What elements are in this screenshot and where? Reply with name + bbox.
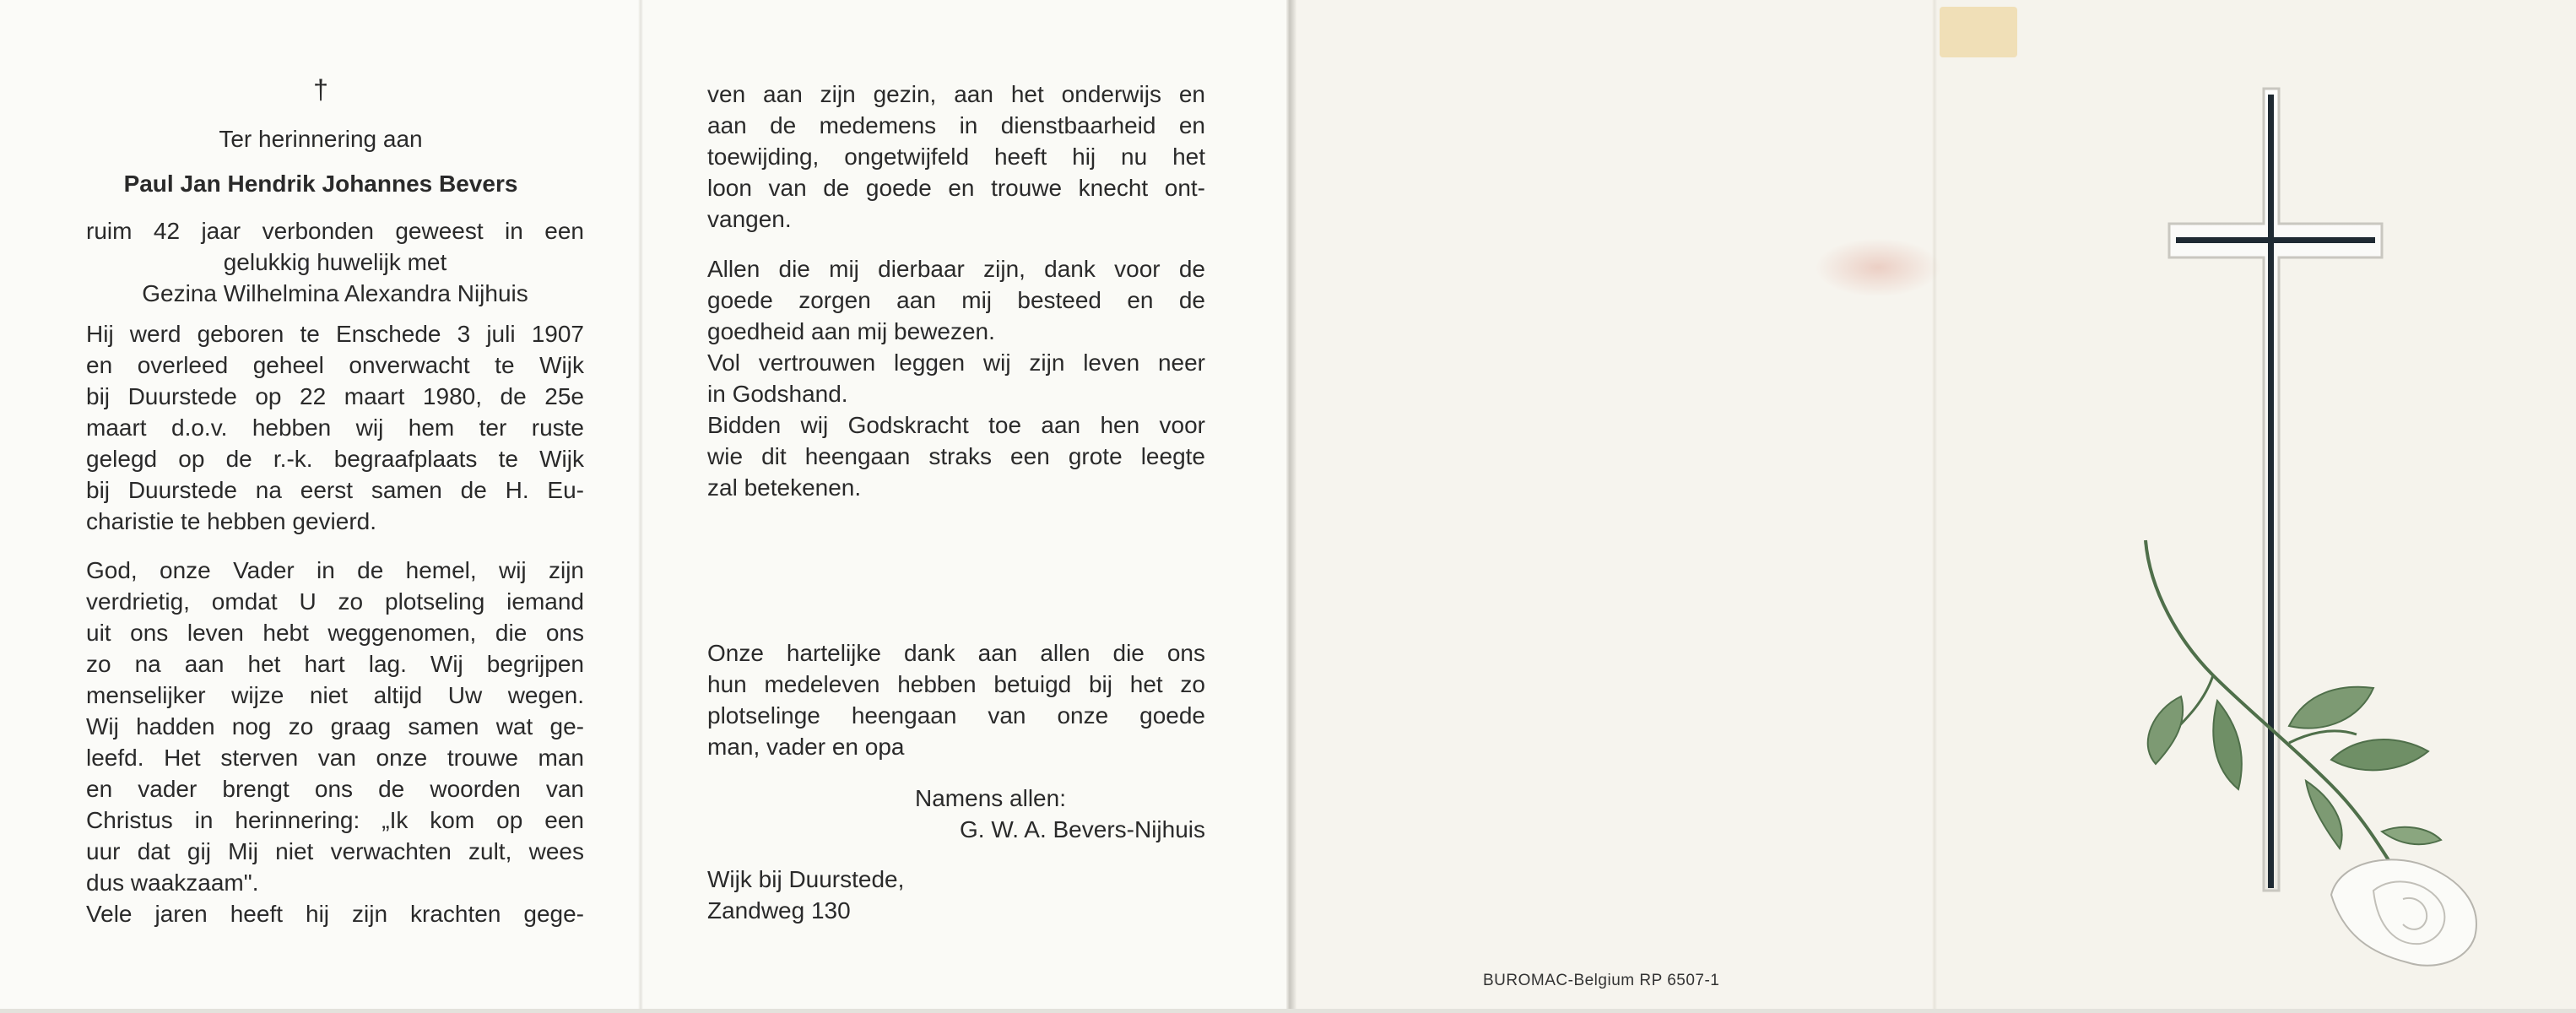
text-line: Allen die mij dierbaar zijn, dank voor de	[707, 256, 1205, 282]
paper-stain	[1815, 238, 1941, 297]
text-line: hun medeleven hebben betuigd bij het zo	[707, 671, 1205, 697]
biography-text	[86, 318, 584, 537]
card-edge	[0, 1009, 2576, 1013]
cross-icon: †	[313, 74, 328, 105]
text-line: Gezina Wilhelmina Alexandra Nijhuis	[142, 280, 528, 306]
text-line: charistie te hebben gevierd.	[86, 508, 376, 534]
thanks-text	[707, 637, 1205, 762]
address-block	[707, 864, 1205, 926]
intro-text: Ter herinnering aan	[219, 126, 423, 152]
panel-back	[1291, 0, 1935, 1009]
text-line: Wij hadden nog zo graag samen wat ge-	[86, 713, 584, 739]
intercession-text	[707, 409, 1205, 503]
text-line: bij Duurstede op 22 maart 1980, de 25e	[86, 383, 584, 409]
text-line: Wijk bij Duurstede,	[707, 866, 905, 892]
text-line: God, onze Vader in de hemel, wij zijn	[86, 557, 584, 583]
text-line: Onze hartelijke dank aan allen die ons	[707, 640, 1205, 666]
text-line: Zandweg 130	[707, 897, 851, 924]
text-line: gelegd op de r.-k. begraafplaats te Wijk	[86, 446, 584, 472]
text-line: Vele jaren heeft hij zijn krachten gege-	[86, 901, 584, 927]
text-line: Namens allen:	[915, 785, 1066, 811]
fold-line	[638, 0, 643, 1009]
text-line: vangen.	[707, 206, 792, 232]
text-line: loon van de goede en trouwe knecht ont-	[707, 175, 1205, 201]
text-line: verdrietig, omdat U zo plotseling iemand	[86, 588, 584, 615]
text-line: toewijding, ongetwijfeld heeft hij nu het	[707, 144, 1205, 170]
text-line: in Godshand.	[707, 381, 848, 407]
text-line: gelukkig huwelijk met	[223, 249, 447, 275]
text-line: man, vader en opa	[707, 734, 905, 760]
text-line: wie dit heengaan straks een grote leegte	[707, 443, 1205, 469]
text-line: uit ons leven hebt weggenomen, die ons	[86, 620, 584, 646]
text-line: uur dat gij Mij niet verwachten zult, wees	[86, 838, 584, 864]
text-line: en overleed geheel onverwacht te Wijk	[86, 352, 584, 378]
tribute-text	[707, 79, 1205, 235]
text-line: dus waakzaam".	[86, 869, 259, 896]
signature-block	[707, 783, 1205, 845]
text-line: ven aan zijn gezin, aan het onderwijs en	[707, 81, 1205, 107]
marriage-text	[86, 215, 584, 309]
printer-imprint: BUROMAC-Belgium RP 6507-1	[1483, 972, 1720, 989]
text-line: en vader brengt ons de woorden van	[86, 776, 584, 802]
deceased-name: Paul Jan Hendrik Johannes Bevers	[123, 171, 518, 197]
text-line: Hij werd geboren te Enschede 3 juli 1907	[86, 321, 584, 347]
text-line: Vol vertrouwen leggen wij zijn leven neer	[707, 349, 1205, 376]
farewell-text	[707, 253, 1205, 409]
text-line: maart d.o.v. hebben wij hem ter ruste	[86, 414, 584, 441]
text-line: Bidden wij Godskracht toe aan hen voor	[707, 412, 1205, 438]
cross-rose-illustration	[1935, 0, 2576, 1009]
text-line: plotselinge heengaan van onze goede	[707, 702, 1205, 729]
text-line: aan de medemens in dienstbaarheid en	[707, 112, 1205, 138]
text-line: goedheid aan mij bewezen.	[707, 318, 995, 344]
text-line: menselijker wijze niet altijd Uw wegen.	[86, 682, 584, 708]
text-line: zal betekenen.	[707, 474, 862, 501]
prayer-text	[86, 555, 584, 929]
cross-outline	[2169, 89, 2382, 891]
text-line: G. W. A. Bevers-Nijhuis	[960, 816, 1205, 842]
text-line: leefd. Het sterven van onze trouwe man	[86, 745, 584, 771]
text-line: bij Duurstede na eerst samen de H. Eu-	[86, 477, 584, 503]
rose-flower	[2331, 859, 2476, 965]
fold-line	[1286, 0, 1296, 1009]
text-line: goede zorgen aan mij besteed en de	[707, 287, 1205, 313]
text-line: zo na aan het hart lag. Wij begrijpen	[86, 651, 584, 677]
text-line: Christus in herinnering: „Ik kom op een	[86, 807, 584, 833]
text-line: ruim 42 jaar verbonden geweest in een	[86, 218, 584, 244]
